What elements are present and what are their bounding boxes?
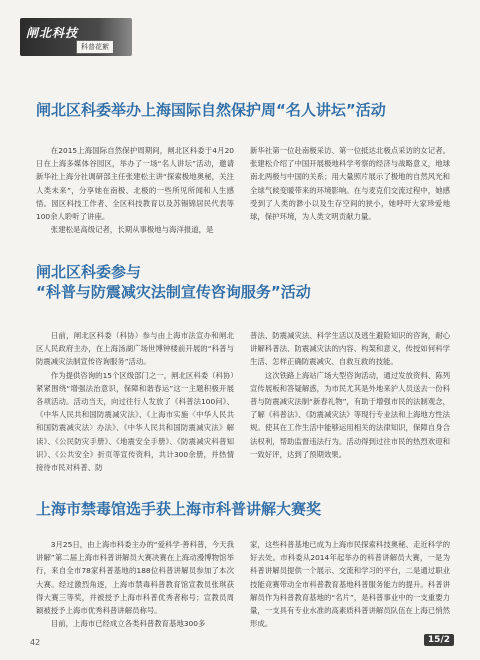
article-1-column-left — [36, 144, 234, 234]
paragraph: 目前，上海市已经成立各类科普教育基地300多 — [50, 619, 206, 629]
article-1-column-right — [250, 144, 450, 234]
section-header-banner — [20, 18, 132, 56]
article-2-title-line2: “科普与防震减灾法制宣传咨询服务”活动 — [36, 283, 311, 302]
section-subtitle: 科普花絮 — [76, 40, 114, 54]
paragraph: 作为提供咨询的15个区级部门之一，闸北区科委（科协）紧紧围绕“增强法治意识，保障和谐春运”这一主题积极开展各项活动。活动当天，向过往行人发放了《科普法100问》、《中华人民共和国防震减灾法》、《上海市实施〈中华人民共和国防震减灾法〉办法》、《中华人民共和国防震减灾法》解读》、《公民防灾手册》、《地震安全手册》、《防震减灾科普知识》、《公共安全》折页等宣传资料，共计300余册，并热情接待市民对科普、防 — [36, 370, 234, 473]
paragraph: 张建松是高级记者，长期从事极地与海洋报道，是 — [50, 225, 214, 234]
article-3-column-left — [36, 538, 234, 630]
paragraph: 普法、防震减灾法、科学生活以及逃生避险知识的咨询，耐心讲解科普法、防震减灾法的内容、构架和意义，传授如何科学生活、怎样正确防震减灾、自救互救的技能。 — [250, 331, 450, 367]
paragraph: 家，这些科普基地已成为上海市民探索科技奥秘、走近科学的好去处。市科委从2014年起举办的科普讲解员大赛，一是为科普讲解员提供一个展示、交流和学习的平台，二是通过职业技能竞赛带动全市科普教育基地科普服务能力的提升。科普讲解员作为科普教育基地的“名片”，是科普事业中的一支重要力量，一支具有专业水准的高素质科普讲解员队伍在上海已悄然形成。 — [250, 540, 450, 629]
section-logo: 闸北科技 — [26, 26, 79, 40]
paragraph: 3月25日，由上海市科委主办的“爱科学·善科普，今天我讲解”第二届上海市科普讲解员大赛决赛在上海动漫博物馆举行，来自全市78家科普基地的188位科普讲解员参加了本次大赛。经过激烈角逐，上海市禁毒科普教育馆宣教员张琪获得大赛三等奖，并被授予上海市科普优秀者称号；宣教员周颖被授予上海市优秀科普讲解员称号。 — [36, 540, 234, 616]
page-number: 42 — [30, 638, 41, 647]
article-2-column-left — [36, 329, 234, 489]
article-2-title-line1: 闸北区科委参与 — [36, 263, 142, 281]
issue-badge: 15/2 — [424, 634, 454, 646]
paragraph: 新华社第一位赴南极采访、第一位抵达北极点采访的女记者。张建松介绍了中国开展极地科学考察的经济与战略意义，地球南北两极与中国的关系；用大量照片展示了极地的自然风光和全球气候变暖带来的环境影响。在与麦克们交流过程中，她感受到了人类的渺小以及生存空间的狭小，她呼吁大家珍爱地球，保护环境，为人类文明贡献力量。 — [250, 146, 450, 222]
article-2-column-right — [250, 329, 450, 489]
paragraph: 在2015上海国际自然保护周期间，闸北区科委于4月20日在上海多媒体谷园区，举办了一场“名人讲坛”活动，邀请新华社上海分社调研部主任张建松主讲“探索极地奥秘，关注人类未来”，分享她在南极、北极的一些所见所闻和人生感悟。园区科技工作者、全区科技教育以及苏锡锦居民代表等100余人聆听了讲座。 — [36, 146, 234, 222]
paragraph: 日前，闸北区科委（科协）参与由上海市法宣办和闸北区人民政府主办，在上海汤湖广场世博钟楼前开展的“科普与防震减灾法制宣传咨询服务”活动。 — [36, 331, 234, 367]
article-3-column-right — [250, 538, 450, 630]
paragraph: 这次铁路上海站广场大型咨询活动，通过发放资料、陈列宣传展板和答疑解惑，为市民尤其是外地来沪人员送去一份科普与防震减灾法制“新春礼物”，有助于增强市民的法制观念，了解《科普法》、《防震减灾法》等现行专业法和上海地方性法规。使其在工作生活中能够运用相关的法律知识，保障自身合法权利，帮助监督违法行为。活动得到过往市民的热烈欢迎和一致好评，达到了预期效果。 — [250, 370, 450, 459]
article-1-title: 闸北区科委举办上海国际自然保护周“名人讲坛”活动 — [36, 101, 386, 119]
article-3-title: 上海市禁毒馆选手获上海市科普讲解大赛奖 — [36, 500, 322, 518]
article-2-title — [36, 262, 311, 303]
